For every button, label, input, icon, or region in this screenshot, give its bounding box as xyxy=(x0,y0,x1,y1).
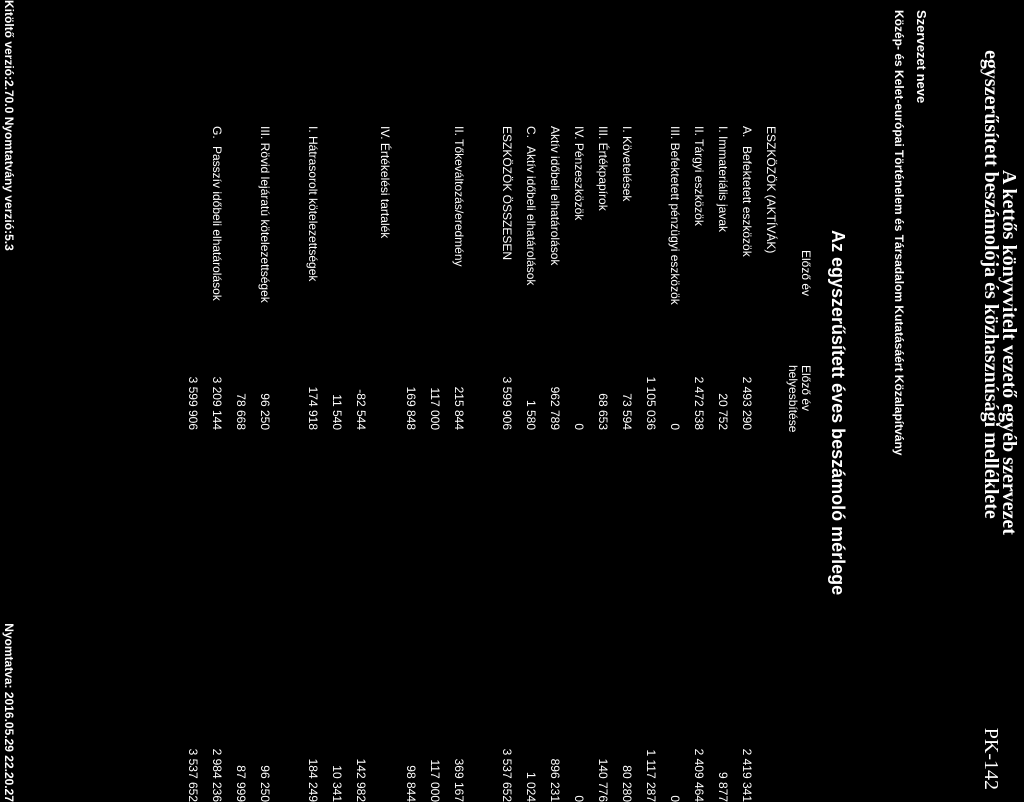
value-prev-year: -82 544 xyxy=(354,389,368,430)
column-header-correction-line1: Előző év xyxy=(799,365,813,412)
value-prev-year: 20 752 xyxy=(716,393,730,430)
table-row xyxy=(378,0,392,802)
value-prev-year: 3 599 906 xyxy=(500,376,514,430)
row-label: III. Befektetett pénzügyi eszközök xyxy=(668,126,682,305)
value-prev-year: 3 599 906 xyxy=(186,376,200,430)
column-header-correction xyxy=(786,365,812,432)
value-prev-year: 11 540 xyxy=(330,394,344,430)
table-row xyxy=(476,0,490,802)
value-current-year: 3 537 652 xyxy=(186,748,200,802)
report-subtitle: Az egyszerűsített éves beszámoló mérlege xyxy=(828,230,848,596)
table-row xyxy=(282,0,296,802)
row-label: III. Értékpapírok xyxy=(596,126,610,211)
value-current-year: 96 250 xyxy=(258,765,272,802)
value-prev-year: 962 789 xyxy=(548,386,562,430)
row-letter: A. xyxy=(740,126,754,138)
column-header-prev-year: Előző év xyxy=(799,250,813,297)
table-row xyxy=(740,0,754,802)
value-current-year: 0 xyxy=(572,795,586,802)
row-label: Passzív időbeli elhatárolások xyxy=(210,146,224,301)
table-row xyxy=(428,0,442,802)
value-current-year: 87 999 xyxy=(234,765,248,802)
value-prev-year: 174 918 xyxy=(306,386,320,430)
table-row xyxy=(234,0,248,802)
value-current-year: 80 280 xyxy=(620,765,634,802)
table-row xyxy=(524,0,538,802)
table-row xyxy=(186,0,200,802)
value-current-year: 10 341 xyxy=(330,765,344,802)
value-current-year: 98 844 xyxy=(404,765,418,802)
row-label: Aktív időbeli elhatárolások xyxy=(548,126,562,266)
value-current-year: 1 024 xyxy=(524,771,538,802)
row-letter: G. xyxy=(210,126,224,139)
row-label: Aktív időbeli elhatárolások xyxy=(524,146,538,286)
value-prev-year: 78 668 xyxy=(234,393,248,430)
value-current-year: 0 xyxy=(668,795,682,802)
value-current-year: 1 117 287 xyxy=(644,749,658,802)
row-label: III. Rövid lejáratú kötelezettségek xyxy=(258,126,272,303)
footer-version: Kitöltő verzió:2.70.0 Nyomtatvány verzió:5.3 xyxy=(2,0,16,251)
value-current-year: 369 167 xyxy=(452,758,466,802)
table-row xyxy=(210,0,224,802)
table-row xyxy=(258,0,272,802)
document-title-line-2: egyszerűsített beszámolója és közhasznúsági melléklete xyxy=(980,50,1002,519)
organization-label: Szervezet neve xyxy=(914,10,929,104)
value-current-year: 3 537 652 xyxy=(500,748,514,802)
value-prev-year: 73 594 xyxy=(620,393,634,430)
form-code: PK-142 xyxy=(980,727,1002,790)
value-current-year: 117 000 xyxy=(428,759,442,802)
value-current-year: 184 249 xyxy=(306,758,320,802)
column-header-correction-line2: helyesbítése xyxy=(786,365,800,433)
row-label: I. Immateriális javak xyxy=(716,126,730,233)
value-current-year: 9 877 xyxy=(716,771,730,802)
table-row xyxy=(572,0,586,802)
value-prev-year: 117 000 xyxy=(428,387,442,430)
table-row xyxy=(692,0,706,802)
row-label: ESZKÖZÖK (AKTÍVÁK) xyxy=(764,126,778,254)
table-row xyxy=(404,0,418,802)
value-current-year: 896 231 xyxy=(548,758,562,802)
row-label: Befektetett eszközök xyxy=(740,146,754,257)
table-row xyxy=(306,0,320,802)
row-label: I. Követelések xyxy=(620,126,634,202)
value-prev-year: 2 472 538 xyxy=(692,376,706,430)
row-label: II. Tőkeváltozás/eredmény xyxy=(452,126,466,267)
document-title-line-1: A kettős könyvvitelt vezető egyéb szervezet xyxy=(998,170,1020,535)
value-prev-year: 3 209 144 xyxy=(210,376,224,430)
row-label: ESZKÖZÖK ÖSSZESEN xyxy=(500,126,514,261)
value-current-year: 140 776 xyxy=(596,758,610,802)
row-label: I. Hátrasorolt kötelezettségek xyxy=(306,126,320,282)
table-row xyxy=(764,0,778,802)
value-prev-year: 215 844 xyxy=(452,386,466,430)
table-row xyxy=(644,0,658,802)
table-row xyxy=(354,0,368,802)
row-label: IV. Értékelési tartalék xyxy=(378,126,392,239)
value-current-year: 2 409 464 xyxy=(692,748,706,802)
table-row xyxy=(452,0,466,802)
value-prev-year: 68 653 xyxy=(596,393,610,430)
value-current-year: 2 419 341 xyxy=(740,748,754,802)
value-prev-year: 96 250 xyxy=(258,393,272,430)
table-row xyxy=(500,0,514,802)
table-row xyxy=(620,0,634,802)
value-prev-year: 2 493 290 xyxy=(740,376,754,430)
table-row xyxy=(548,0,562,802)
row-label: IV. Pénzeszközök xyxy=(572,126,586,221)
table-row xyxy=(596,0,610,802)
organization-name: Közép- és Kelet-európai Történelem és Társadalom Kutatásáért Közalapítvány xyxy=(892,10,906,456)
footer-printed: Nyomtatva: 2016.05.29 22.20.27 xyxy=(2,623,16,802)
value-prev-year: 0 xyxy=(572,423,586,430)
table-row xyxy=(716,0,730,802)
table-row xyxy=(668,0,682,802)
value-current-year: 2 984 236 xyxy=(210,748,224,802)
row-letter: C. xyxy=(524,126,538,138)
value-current-year: 142 982 xyxy=(354,758,368,802)
value-prev-year: 169 848 xyxy=(404,386,418,430)
value-prev-year: 1 105 036 xyxy=(644,376,658,430)
value-prev-year: 0 xyxy=(668,423,682,430)
table-row xyxy=(330,0,344,802)
row-label: II. Tárgyi eszközök xyxy=(692,126,706,226)
value-prev-year: 1 580 xyxy=(524,399,538,430)
